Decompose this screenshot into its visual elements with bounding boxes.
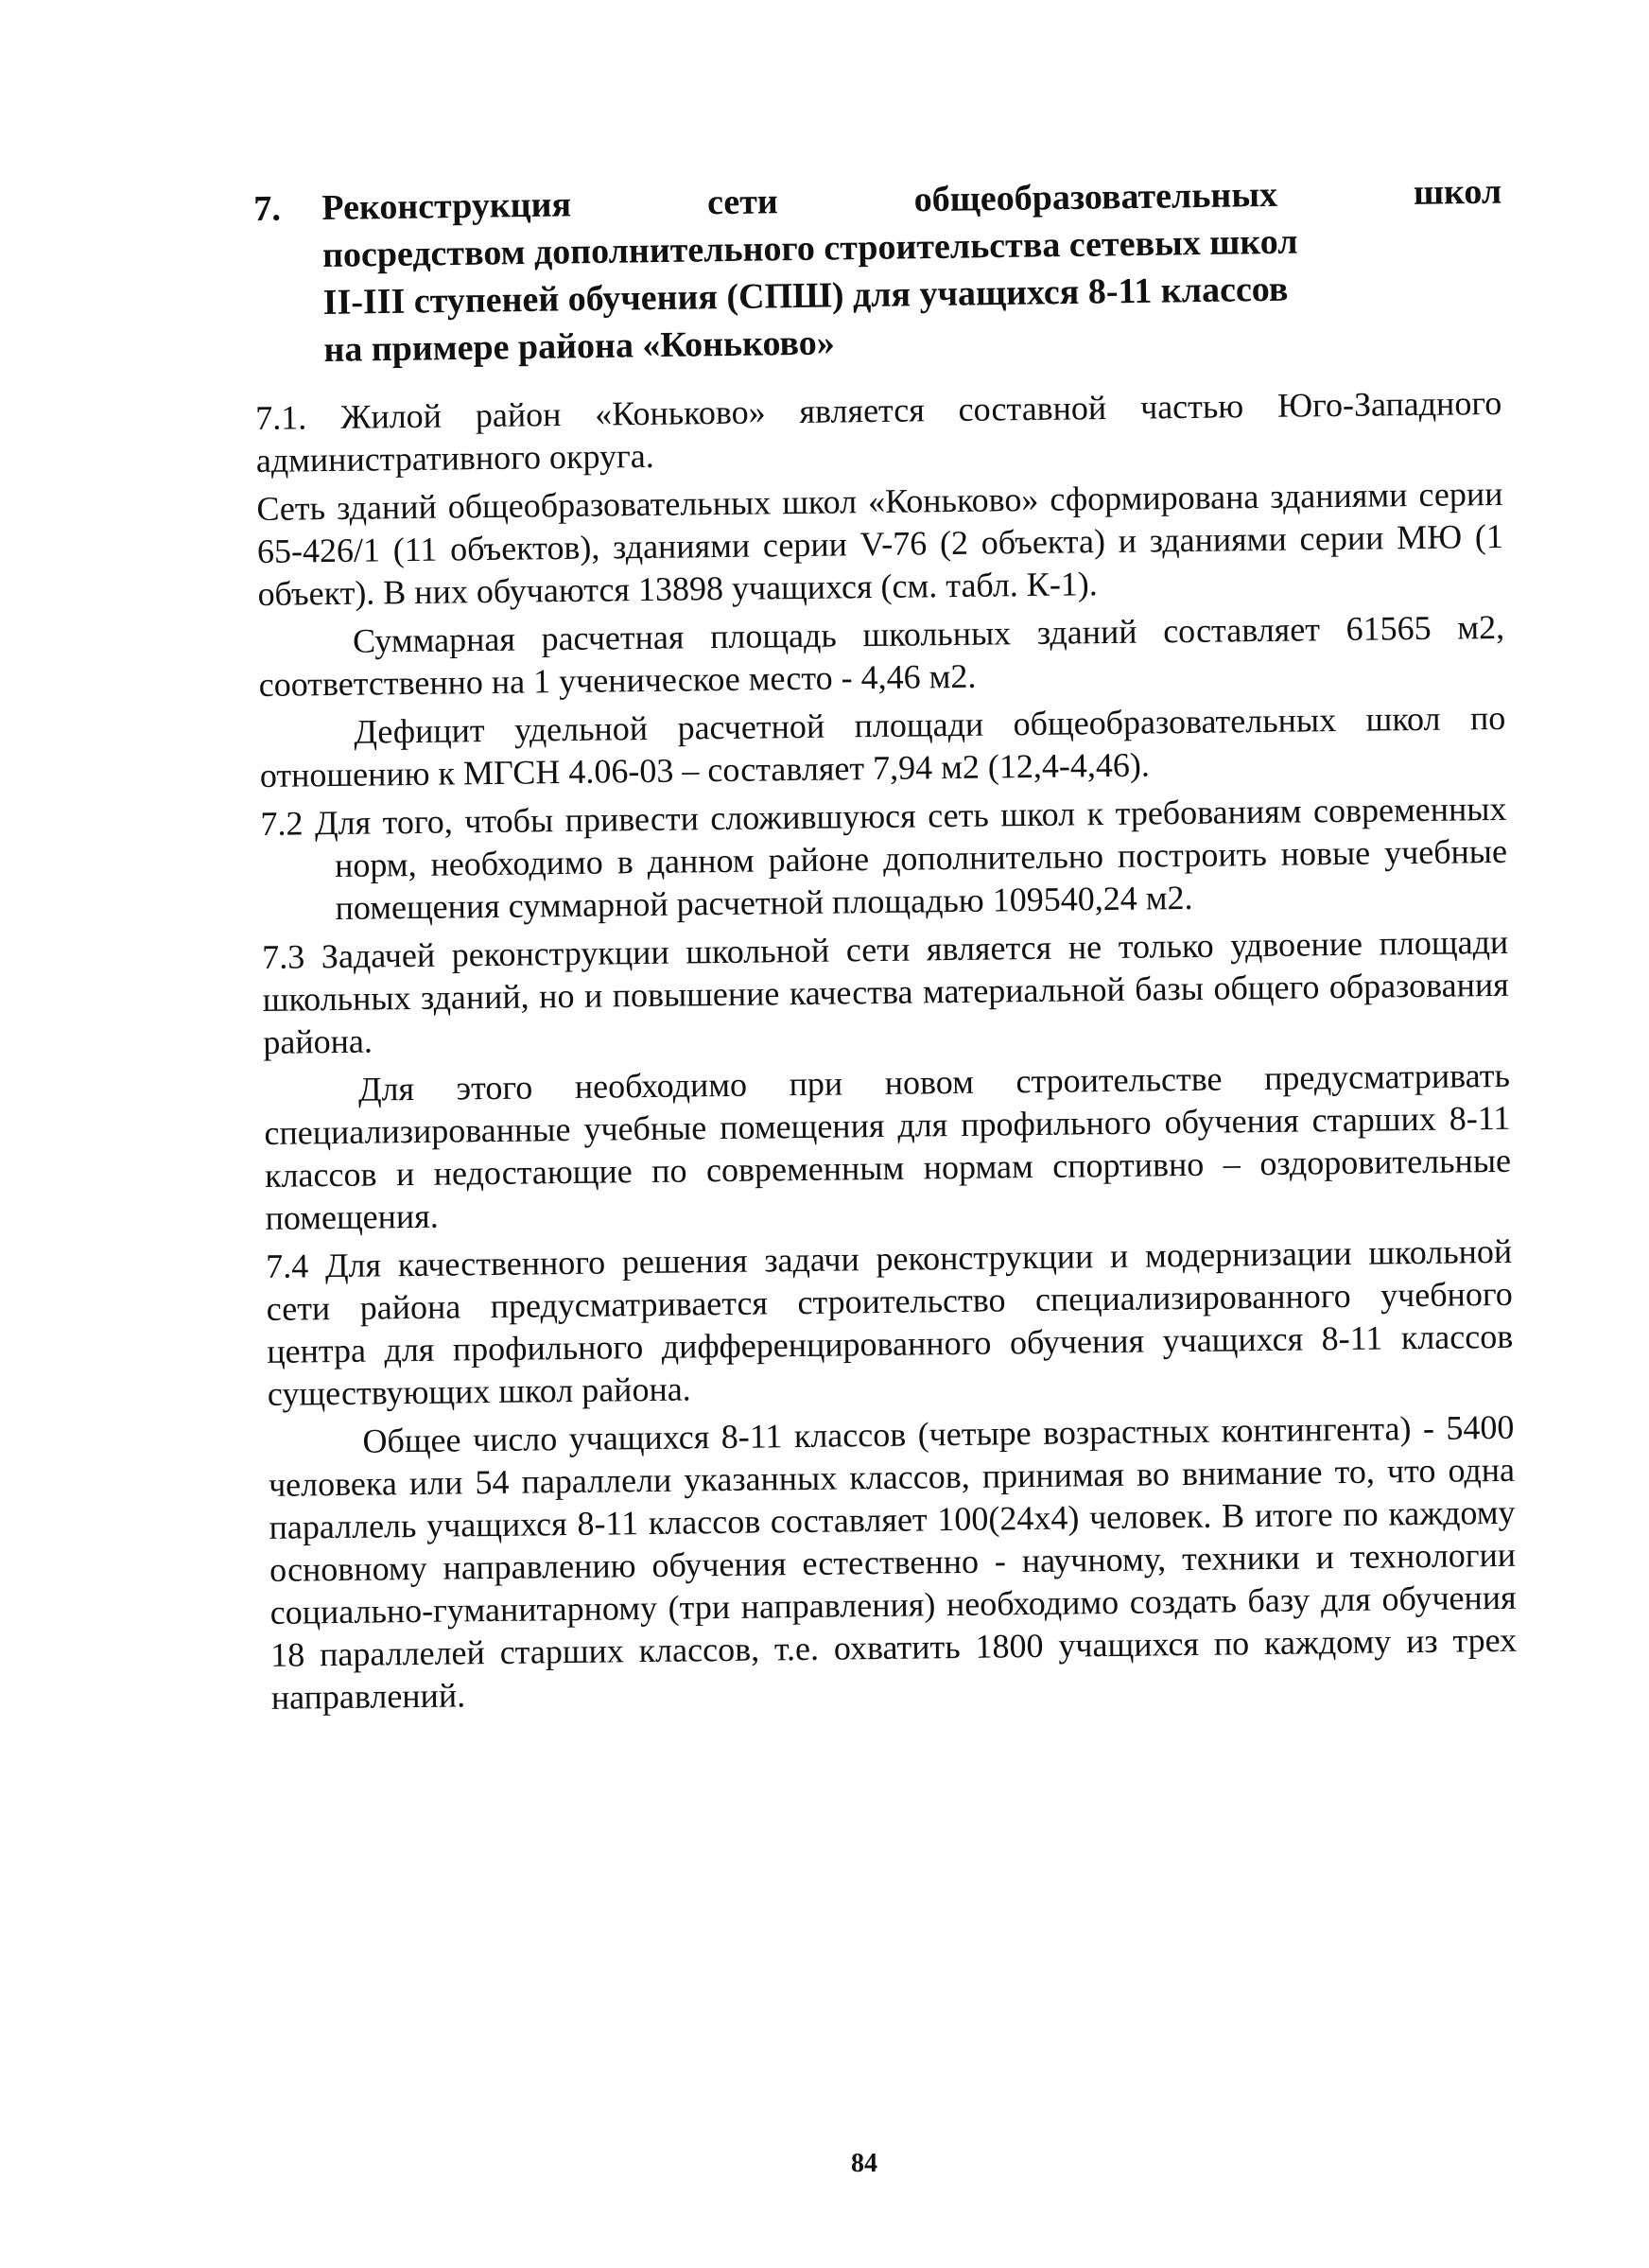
- paragraph-new-construction: Для этого необходимо при новом строительстве предусматривать специализированные учебные помещения для профильного обучения старших 8-11 классов и недостающие по современным нормам спортивно – оздоровительные помещения.: [264, 1055, 1512, 1237]
- paragraph-total-area: Суммарная расчетная площадь школьных зданий составляет 61565 м2, соответственно на 1 ученическое место - 4,46 м2.: [258, 607, 1505, 704]
- paragraph-school-network: Сеть зданий общеобразовательных школ «Коньково» сформирована зданиями серии 65-426/1 (11 объектов), зданиями серии V-76 (2 объекта) и зданиями серии МЮ (1 объект). В них обучаются 13898 учащихся (см. табл. К-1).: [256, 474, 1504, 613]
- heading-line-1: Реконструкция сети общеобразовательных школ: [321, 171, 1502, 228]
- section-number: 7.: [253, 188, 282, 229]
- paragraph-7-2: 7.2 Для того, чтобы привести сложившуюся сеть школ к требованиям современных норм, необходимо в данном районе дополнительно построить новые учебные помещения суммарной расчетной площадью 109540,24 м2.: [260, 789, 1508, 928]
- heading-line-4: на примере района «Коньково»: [323, 323, 836, 370]
- page-number: 84: [851, 2149, 877, 2178]
- paragraph-deficit: Дефицит удельной расчетной площади общеобразовательных школ по отношению к МГСН 4.06-03 – составляет 7,94 м2 (12,4-4,46).: [259, 698, 1506, 794]
- body-text: [255, 382, 1518, 1725]
- paragraph-7-1: 7.1. Жилой район «Коньково» является составной частью Юго-Западного административного округа.: [255, 383, 1502, 480]
- section-heading: [253, 168, 1504, 375]
- paragraph-students-count: Общее число учащихся 8-11 классов (четыре возрастных контингента) - 5400 человека или 54 параллели указанных классов, принимая во внимание то, что одна параллель учащихся 8-11 классов составляет 100(24х4) человек. В итоге по каждому основному направлению обучения естественно - научному, техники и технологии социально-гуманитарному (три направления) необходимо создать базу для обучения 18 параллелей старших классов, т.е. охватить 1800 учащихся по каждому из трех направлений.: [268, 1407, 1518, 1717]
- heading-line-2: посредством дополнительного строительства сетевых школ: [321, 221, 1298, 275]
- heading-line-3: II-III ступеней обучения (СПШ) для учащихся 8-11 классов: [322, 269, 1289, 323]
- paragraph-7-4: 7.4 Для качественного решения задачи реконструкции и модернизации школьной сети района предусматривается строительство специализированного учебного центра для профильного дифференцированного обучения учащихся 8-11 классов существующих школ района.: [265, 1231, 1514, 1413]
- paragraph-7-3: 7.3 Задачей реконструкции школьной сети является не только удвоение площади школьных зданий, но и повышение качества материальной базы общего образования района.: [261, 922, 1509, 1061]
